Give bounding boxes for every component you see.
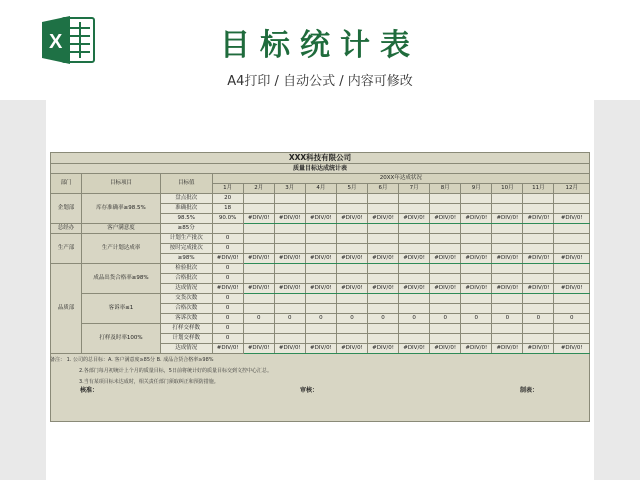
month-cell[interactable]: #DIV/0! bbox=[368, 344, 399, 354]
month-cell[interactable]: 0 bbox=[336, 314, 367, 324]
month-cell[interactable] bbox=[305, 234, 336, 244]
month-cell[interactable]: #DIV/0! bbox=[212, 344, 243, 354]
month-cell[interactable] bbox=[523, 204, 554, 214]
item-cell[interactable]: 库存准确率≥98.5% bbox=[82, 194, 161, 224]
dept-cell[interactable]: 总经办 bbox=[51, 224, 82, 234]
month-cell[interactable] bbox=[336, 194, 367, 204]
month-cell[interactable] bbox=[336, 264, 367, 274]
month-cell[interactable] bbox=[305, 324, 336, 334]
month-cell[interactable]: #DIV/0! bbox=[368, 284, 399, 294]
month-cell[interactable] bbox=[212, 224, 243, 234]
month-cell[interactable] bbox=[336, 294, 367, 304]
month-cell[interactable] bbox=[336, 204, 367, 214]
month-header: 7月 bbox=[399, 184, 430, 194]
target-cell[interactable]: 盘点批次 bbox=[160, 194, 212, 204]
month-cell[interactable]: 20 bbox=[212, 194, 243, 204]
table-row bbox=[51, 264, 590, 274]
month-cell[interactable]: #DIV/0! bbox=[336, 254, 367, 264]
month-cell[interactable]: 0 bbox=[430, 314, 461, 324]
month-cell[interactable] bbox=[368, 204, 399, 214]
month-cell[interactable]: #DIV/0! bbox=[274, 214, 305, 224]
month-cell[interactable]: 0 bbox=[212, 244, 243, 254]
month-cell[interactable] bbox=[399, 334, 430, 344]
month-cell[interactable]: #DIV/0! bbox=[554, 284, 590, 294]
dept-cell[interactable]: 生产部 bbox=[51, 234, 82, 264]
month-cell[interactable]: #DIV/0! bbox=[368, 214, 399, 224]
month-cell[interactable] bbox=[336, 304, 367, 314]
month-cell[interactable] bbox=[243, 244, 274, 254]
target-cell[interactable]: 计划交样数 bbox=[160, 334, 212, 344]
month-cell[interactable] bbox=[430, 264, 461, 274]
month-cell[interactable] bbox=[430, 304, 461, 314]
month-cell[interactable] bbox=[243, 204, 274, 214]
month-cell[interactable] bbox=[554, 224, 590, 234]
month-cell[interactable] bbox=[554, 204, 590, 214]
table-row bbox=[51, 324, 590, 334]
month-cell[interactable] bbox=[554, 234, 590, 244]
month-cell[interactable] bbox=[399, 204, 430, 214]
month-cell[interactable] bbox=[430, 224, 461, 234]
target-cell[interactable]: 计划生产批次 bbox=[160, 234, 212, 244]
month-cell[interactable] bbox=[274, 224, 305, 234]
month-cell[interactable]: #DIV/0! bbox=[336, 344, 367, 354]
item-cell[interactable]: 成品出货合格率≥98% bbox=[82, 264, 161, 294]
month-cell[interactable]: #DIV/0! bbox=[554, 344, 590, 354]
month-cell[interactable]: 0 bbox=[274, 314, 305, 324]
month-header: 5月 bbox=[336, 184, 367, 194]
month-cell[interactable] bbox=[336, 224, 367, 234]
month-cell[interactable]: 0 bbox=[243, 314, 274, 324]
month-cell[interactable]: #DIV/0! bbox=[305, 284, 336, 294]
table-row bbox=[51, 224, 590, 234]
month-cell[interactable] bbox=[492, 334, 523, 344]
month-cell[interactable] bbox=[368, 304, 399, 314]
target-cell[interactable]: ≥98% bbox=[160, 254, 212, 264]
month-cell[interactable]: 0 bbox=[212, 274, 243, 284]
stats-table bbox=[50, 152, 590, 354]
month-cell[interactable] bbox=[554, 274, 590, 284]
signature-check: 核准： bbox=[80, 387, 99, 394]
month-cell[interactable] bbox=[399, 234, 430, 244]
month-cell[interactable]: #DIV/0! bbox=[305, 214, 336, 224]
month-cell[interactable] bbox=[274, 304, 305, 314]
month-cell[interactable] bbox=[399, 324, 430, 334]
month-cell[interactable]: #DIV/0! bbox=[430, 214, 461, 224]
month-cell[interactable] bbox=[554, 194, 590, 204]
month-cell[interactable]: 0 bbox=[368, 314, 399, 324]
month-cell[interactable]: 18 bbox=[212, 204, 243, 214]
month-cell[interactable]: #DIV/0! bbox=[399, 214, 430, 224]
month-cell[interactable] bbox=[461, 234, 492, 244]
month-cell[interactable] bbox=[461, 274, 492, 284]
month-cell[interactable] bbox=[305, 264, 336, 274]
month-cell[interactable]: #DIV/0! bbox=[492, 284, 523, 294]
target-cell[interactable]: ≥85分 bbox=[160, 224, 212, 234]
month-cell[interactable] bbox=[523, 304, 554, 314]
month-cell[interactable] bbox=[523, 294, 554, 304]
month-cell[interactable]: #DIV/0! bbox=[461, 344, 492, 354]
month-cell[interactable]: #DIV/0! bbox=[274, 344, 305, 354]
target-cell[interactable]: 达成情况 bbox=[160, 344, 212, 354]
month-cell[interactable]: #DIV/0! bbox=[492, 254, 523, 264]
month-cell[interactable]: #DIV/0! bbox=[492, 344, 523, 354]
month-header: 2月 bbox=[243, 184, 274, 194]
month-cell[interactable] bbox=[554, 294, 590, 304]
month-cell[interactable] bbox=[274, 294, 305, 304]
month-cell[interactable] bbox=[492, 304, 523, 314]
target-cell[interactable]: 客诉次数 bbox=[160, 314, 212, 324]
month-cell[interactable] bbox=[368, 194, 399, 204]
month-cell[interactable] bbox=[336, 274, 367, 284]
month-cell[interactable]: #DIV/0! bbox=[554, 214, 590, 224]
col-header-item: 目标项目 bbox=[82, 174, 161, 194]
month-cell[interactable] bbox=[430, 324, 461, 334]
stats-table-wrapper bbox=[50, 152, 590, 354]
month-cell[interactable] bbox=[461, 294, 492, 304]
month-cell[interactable] bbox=[305, 204, 336, 214]
month-cell[interactable] bbox=[492, 204, 523, 214]
target-cell[interactable]: 合格次数 bbox=[160, 304, 212, 314]
month-cell[interactable] bbox=[430, 204, 461, 214]
month-cell[interactable]: #DIV/0! bbox=[243, 344, 274, 354]
month-header: 8月 bbox=[430, 184, 461, 194]
month-cell[interactable] bbox=[461, 224, 492, 234]
month-cell[interactable]: #DIV/0! bbox=[461, 254, 492, 264]
month-cell[interactable]: #DIV/0! bbox=[305, 344, 336, 354]
month-cell[interactable]: #DIV/0! bbox=[430, 254, 461, 264]
month-cell[interactable]: #DIV/0! bbox=[336, 214, 367, 224]
month-cell[interactable] bbox=[399, 274, 430, 284]
month-cell[interactable]: #DIV/0! bbox=[305, 254, 336, 264]
year-status-header: 20XX年达成状况 bbox=[212, 174, 589, 184]
month-cell[interactable]: 0 bbox=[212, 294, 243, 304]
month-cell[interactable] bbox=[368, 274, 399, 284]
month-cell[interactable] bbox=[274, 324, 305, 334]
month-cell[interactable] bbox=[554, 264, 590, 274]
month-cell[interactable]: 0 bbox=[212, 314, 243, 324]
month-cell[interactable]: #DIV/0! bbox=[430, 344, 461, 354]
target-cell[interactable]: 按时完成批次 bbox=[160, 244, 212, 254]
month-cell[interactable] bbox=[461, 194, 492, 204]
month-cell[interactable]: 0 bbox=[212, 324, 243, 334]
month-cell[interactable] bbox=[274, 274, 305, 284]
month-cell[interactable]: 0 bbox=[492, 314, 523, 324]
month-cell[interactable] bbox=[492, 194, 523, 204]
month-cell[interactable] bbox=[305, 224, 336, 234]
month-cell[interactable] bbox=[492, 324, 523, 334]
month-cell[interactable] bbox=[243, 294, 274, 304]
month-cell[interactable] bbox=[368, 224, 399, 234]
month-cell[interactable] bbox=[243, 304, 274, 314]
month-cell[interactable] bbox=[274, 264, 305, 274]
month-cell[interactable]: #DIV/0! bbox=[274, 284, 305, 294]
month-cell[interactable] bbox=[305, 244, 336, 254]
month-cell[interactable]: #DIV/0! bbox=[523, 344, 554, 354]
month-cell[interactable]: 0 bbox=[212, 304, 243, 314]
month-cell[interactable] bbox=[336, 334, 367, 344]
month-cell[interactable] bbox=[399, 224, 430, 234]
item-cell[interactable]: 生产计划达成率 bbox=[82, 234, 161, 264]
month-cell[interactable] bbox=[243, 234, 274, 244]
month-cell[interactable] bbox=[243, 334, 274, 344]
target-cell[interactable]: 合格批次 bbox=[160, 274, 212, 284]
month-cell[interactable] bbox=[305, 304, 336, 314]
month-cell[interactable] bbox=[243, 264, 274, 274]
month-cell[interactable] bbox=[399, 194, 430, 204]
month-header: 4月 bbox=[305, 184, 336, 194]
table-row bbox=[51, 294, 590, 304]
month-cell[interactable] bbox=[368, 234, 399, 244]
month-cell[interactable] bbox=[523, 224, 554, 234]
month-cell[interactable] bbox=[430, 194, 461, 204]
month-cell[interactable] bbox=[523, 194, 554, 204]
month-cell[interactable]: 0 bbox=[305, 314, 336, 324]
page-title: 目标统计表 bbox=[220, 28, 420, 63]
table-title: 质量目标达成统计表 bbox=[51, 164, 590, 174]
month-cell[interactable] bbox=[368, 264, 399, 274]
month-cell[interactable] bbox=[430, 244, 461, 254]
month-header: 11月 bbox=[523, 184, 554, 194]
target-cell[interactable]: 准确批次 bbox=[160, 204, 212, 214]
item-cell[interactable]: 打样及时率100% bbox=[82, 324, 161, 354]
month-cell[interactable] bbox=[461, 304, 492, 314]
month-cell[interactable] bbox=[243, 224, 274, 234]
note-line: 备注： 1. 公司的总目标：A. 客户满意度≥85分 B. 成品合货合格率≥98% bbox=[50, 357, 214, 363]
page-subtitle: A4打印 / 自动公式 / 内容可修改 bbox=[227, 74, 413, 89]
month-cell[interactable] bbox=[274, 194, 305, 204]
month-cell[interactable] bbox=[461, 264, 492, 274]
month-cell[interactable] bbox=[336, 234, 367, 244]
month-cell[interactable] bbox=[274, 204, 305, 214]
month-cell[interactable] bbox=[523, 244, 554, 254]
target-cell[interactable]: 打样交样数 bbox=[160, 324, 212, 334]
month-cell[interactable] bbox=[305, 194, 336, 204]
month-cell[interactable] bbox=[554, 334, 590, 344]
month-cell[interactable]: 0 bbox=[212, 234, 243, 244]
month-cell[interactable] bbox=[274, 244, 305, 254]
month-cell[interactable] bbox=[305, 294, 336, 304]
month-cell[interactable]: 0 bbox=[523, 314, 554, 324]
month-cell[interactable]: #DIV/0! bbox=[492, 214, 523, 224]
month-cell[interactable] bbox=[523, 324, 554, 334]
month-cell[interactable] bbox=[523, 334, 554, 344]
month-cell[interactable]: #DIV/0! bbox=[243, 254, 274, 264]
month-cell[interactable]: #DIV/0! bbox=[243, 214, 274, 224]
month-cell[interactable] bbox=[368, 324, 399, 334]
month-cell[interactable]: 0 bbox=[461, 314, 492, 324]
col-header-dept: 部门 bbox=[51, 174, 82, 194]
signature-make: 制表： bbox=[520, 387, 539, 394]
month-cell[interactable] bbox=[430, 274, 461, 284]
month-cell[interactable] bbox=[243, 324, 274, 334]
month-header: 10月 bbox=[492, 184, 523, 194]
month-cell[interactable] bbox=[399, 244, 430, 254]
month-cell[interactable]: #DIV/0! bbox=[274, 254, 305, 264]
signature-review: 审核： bbox=[300, 387, 319, 394]
month-cell[interactable] bbox=[368, 334, 399, 344]
month-header: 6月 bbox=[368, 184, 399, 194]
month-cell[interactable] bbox=[274, 234, 305, 244]
month-header: 12月 bbox=[554, 184, 590, 194]
month-cell[interactable] bbox=[430, 334, 461, 344]
month-cell[interactable] bbox=[243, 194, 274, 204]
month-cell[interactable]: #DIV/0! bbox=[212, 254, 243, 264]
target-cell[interactable]: 98.5% bbox=[160, 214, 212, 224]
month-cell[interactable] bbox=[461, 334, 492, 344]
month-cell[interactable] bbox=[492, 264, 523, 274]
month-cell[interactable] bbox=[492, 234, 523, 244]
notes-block bbox=[50, 355, 590, 388]
month-cell[interactable]: #DIV/0! bbox=[243, 284, 274, 294]
table-row bbox=[51, 234, 590, 244]
month-header: 1月 bbox=[212, 184, 243, 194]
month-cell[interactable]: #DIV/0! bbox=[336, 284, 367, 294]
month-cell[interactable] bbox=[461, 244, 492, 254]
month-cell[interactable]: #DIV/0! bbox=[461, 284, 492, 294]
table-row bbox=[51, 194, 590, 204]
header-banner bbox=[0, 0, 640, 100]
item-cell[interactable]: 客户满意度 bbox=[82, 224, 161, 234]
month-cell[interactable] bbox=[461, 204, 492, 214]
month-cell[interactable] bbox=[305, 274, 336, 284]
month-cell[interactable]: #DIV/0! bbox=[212, 284, 243, 294]
target-cell[interactable]: 交货次数 bbox=[160, 294, 212, 304]
dept-cell[interactable]: 品质部 bbox=[51, 264, 82, 354]
item-cell[interactable]: 客诉率≤1 bbox=[82, 294, 161, 324]
month-cell[interactable] bbox=[399, 264, 430, 274]
month-cell[interactable]: #DIV/0! bbox=[399, 254, 430, 264]
month-cell[interactable]: #DIV/0! bbox=[399, 284, 430, 294]
target-cell[interactable]: 达成情况 bbox=[160, 284, 212, 294]
month-cell[interactable]: #DIV/0! bbox=[523, 284, 554, 294]
month-cell[interactable] bbox=[368, 294, 399, 304]
month-cell[interactable] bbox=[336, 324, 367, 334]
month-cell[interactable] bbox=[399, 304, 430, 314]
month-cell[interactable]: #DIV/0! bbox=[399, 344, 430, 354]
month-cell[interactable]: 90.0% bbox=[212, 214, 243, 224]
month-cell[interactable]: 0 bbox=[212, 334, 243, 344]
month-cell[interactable] bbox=[368, 244, 399, 254]
month-cell[interactable]: 0 bbox=[399, 314, 430, 324]
month-cell[interactable]: #DIV/0! bbox=[368, 254, 399, 264]
target-cell[interactable]: 检验批次 bbox=[160, 264, 212, 274]
month-cell[interactable] bbox=[492, 274, 523, 284]
month-cell[interactable] bbox=[554, 324, 590, 334]
month-header: 3月 bbox=[274, 184, 305, 194]
month-cell[interactable] bbox=[430, 234, 461, 244]
month-cell[interactable] bbox=[461, 324, 492, 334]
month-cell[interactable] bbox=[336, 244, 367, 254]
note-line: 2.各部门每月初统计上个月的质量目标，5日前将统计好的质量目标交到文控中心汇总。 bbox=[79, 368, 272, 374]
month-cell[interactable]: #DIV/0! bbox=[430, 284, 461, 294]
month-cell[interactable]: 0 bbox=[212, 264, 243, 274]
month-cell[interactable]: #DIV/0! bbox=[523, 254, 554, 264]
month-cell[interactable] bbox=[492, 294, 523, 304]
month-cell[interactable]: #DIV/0! bbox=[461, 214, 492, 224]
month-cell[interactable] bbox=[305, 334, 336, 344]
month-cell[interactable] bbox=[523, 234, 554, 244]
month-cell[interactable] bbox=[492, 244, 523, 254]
svg-text:X: X bbox=[49, 31, 63, 53]
month-cell[interactable] bbox=[554, 304, 590, 314]
month-cell[interactable] bbox=[554, 244, 590, 254]
month-header: 9月 bbox=[461, 184, 492, 194]
month-cell[interactable] bbox=[492, 224, 523, 234]
month-cell[interactable]: 0 bbox=[554, 314, 590, 324]
month-cell[interactable] bbox=[274, 334, 305, 344]
month-cell[interactable]: #DIV/0! bbox=[554, 254, 590, 264]
month-cell[interactable] bbox=[430, 294, 461, 304]
month-cell[interactable] bbox=[399, 294, 430, 304]
dept-cell[interactable]: 企划部 bbox=[51, 194, 82, 224]
month-cell[interactable]: #DIV/0! bbox=[523, 214, 554, 224]
month-cell[interactable] bbox=[243, 274, 274, 284]
company-name: XXX科技有限公司 bbox=[51, 153, 590, 164]
month-cell[interactable] bbox=[523, 274, 554, 284]
month-cell[interactable] bbox=[523, 264, 554, 274]
col-header-target: 目标值 bbox=[160, 174, 212, 194]
note-line: 3.当有某项目标未达成时，相关责任部门须取纠正和预防措施。 bbox=[79, 379, 219, 385]
